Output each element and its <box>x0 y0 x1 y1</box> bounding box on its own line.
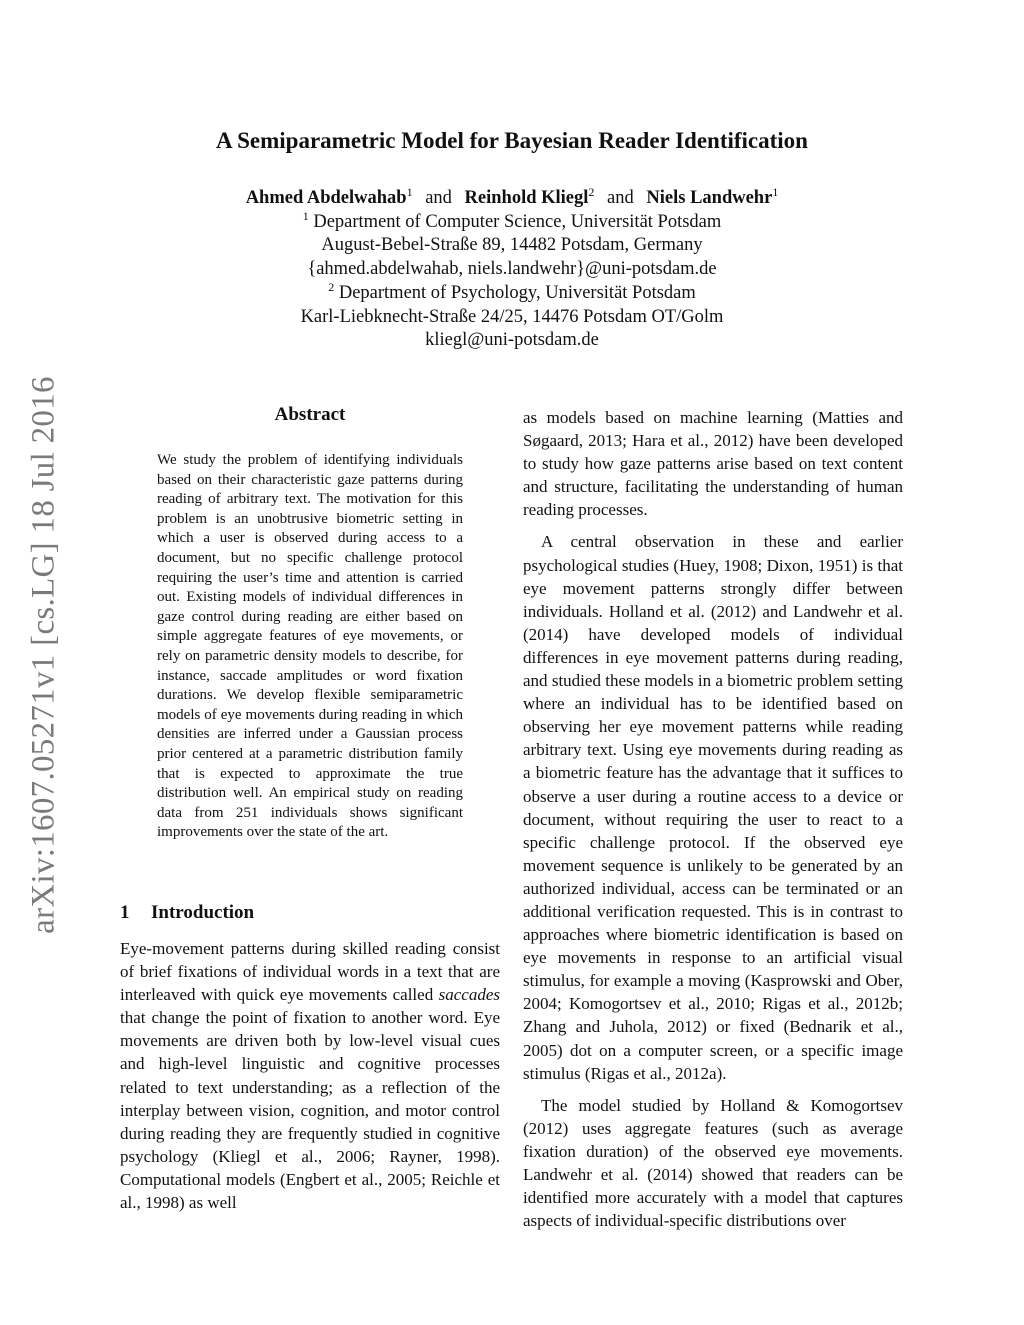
affiliation-email: {ahmed.abdelwahab, niels.landwehr}@uni-potsdam.de <box>307 259 717 280</box>
author-block <box>0 184 1024 353</box>
paragraph: The model studied by Holland & Komogortsev (2012) uses aggregate features (such as average fixation duration) of the observed eye movements. Landwehr et al. (2014) showed that readers can be identified more accurately with a model that captures aspects of individual-specific distributions over <box>523 1095 903 1231</box>
affiliation-department: $^1$ Department of Computer Science, Universität Potsdam <box>302 208 722 232</box>
affiliation-address: Karl-Liebknecht-Straße 24/25, 14476 Potsdam OT/Golm <box>300 306 724 327</box>
author-name: Reinhold Kliegl <box>464 188 589 208</box>
paragraph: Eye-movement patterns during skilled reading consist of brief fixations of individual words in a text that are interleaved with quick eye movements called saccades that change the point of fixation to another word. Eye movements are driven both by low-level visual cues and high-level linguistic and cognitive processes related to text understanding; as a reflection of the interplay between vision, cognition, and motor control during reading they are frequently studied in cognitive psychology (Kliegl et al., 2006; Rayner, 1998). Computational models (Engbert et al., 2005; Reichle et al., 1998) as well <box>120 939 500 1213</box>
affiliation-mark: 2 <box>328 279 335 294</box>
paper-title: A Semiparametric Model for Bayesian Reader Identification <box>216 128 808 153</box>
section-heading <box>120 902 254 924</box>
right-column <box>523 406 903 1232</box>
author-name: Niels Landwehr <box>646 188 773 208</box>
abstract-text: We study the problem of identifying individuals based on their characteristic gaze patterns during reading of arbitrary text. The motivation for this problem is an unobtrusive biometric setting in which a user is observed during access to a document, but no specific challenge protocol requiring the user’s time and attention is carried out. Existing models of individual differences in gaze control during reading are either based on simple aggregate features of eye movements, or rely on parametric density models to describe, for instance, saccade amplitudes or word fixation durations. We develop flexible semiparametric models of eye movements during reading in which densities are inferred under a Gaussian process prior centered at a parametric distribution family that is expected to approximate the true distribution well. An empirical study on reading data from 251 individuals shows significant improvements over the state of the art. <box>157 452 463 841</box>
author-name: Ahmed Abdelwahab <box>245 188 407 208</box>
arxiv-side-identifier: arXiv:1607.05271v1 [cs.LG] 18 Jul 2016 <box>25 376 62 934</box>
abstract-heading: Abstract <box>274 404 346 425</box>
affiliation-mark: 1 <box>772 184 779 199</box>
introduction-column <box>120 937 500 1214</box>
paragraph: as models based on machine learning (Matties and Søgaard, 2013; Hara et al., 2012) have been developed to study how gaze patterns arise based on text content and structure, facilitating the understanding of human reading processes. <box>523 408 903 520</box>
affiliation-email: kliegl@uni-potsdam.de <box>425 330 599 351</box>
section-number: 1 <box>120 902 130 923</box>
author-separator: and <box>425 188 452 208</box>
affiliation-mark: 1 <box>406 184 413 199</box>
affiliation-address: August-Bebel-Straße 89, 14482 Potsdam, Germany <box>321 235 703 256</box>
affiliation-department: $^2$ Department of Psychology, Universität Potsdam <box>328 279 696 303</box>
affiliation-mark: 1 <box>302 208 309 223</box>
author-separator: and <box>607 188 634 208</box>
emphasized-term: saccades <box>438 985 500 1005</box>
author-line <box>0 184 1024 211</box>
paragraph: A central observation in these and earlier psychological studies (Huey, 1908; Dixon, 1951) is that eye movement patterns strongly differ between individuals. Holland et al. (2012) and Landwehr et al. (2014) have developed models of individual differences in eye movement patterns during reading, and studied these models in a biometric problem setting where an individual has to be identified based on observing her eye movement patterns while reading arbitrary text. Using eye movements during reading as a biometric feature has the advantage that it suffices to observe a user during a routine access to a device or document, without requiring the user to react to a specific challenge protocol. If the observed eye movement sequence is unlikely to be generated by an authorized individual, access can be terminated or an additional verification requested. This is in contrast to approaches where biometric identification is based on eye movements in response to an artificial visual stimulus, for example a moving (Kasprowski and Ober, 2004; Komogortsev et al., 2010; Rigas et al., 2012b; Zhang and Juhola, 2012) or fixed (Bednarik et al., 2005) dot on a computer screen, or a specific image stimulus (Rigas et al., 2012a). <box>523 532 903 1083</box>
section-title: Introduction <box>151 902 255 923</box>
affiliation-mark: 2 <box>588 184 595 199</box>
